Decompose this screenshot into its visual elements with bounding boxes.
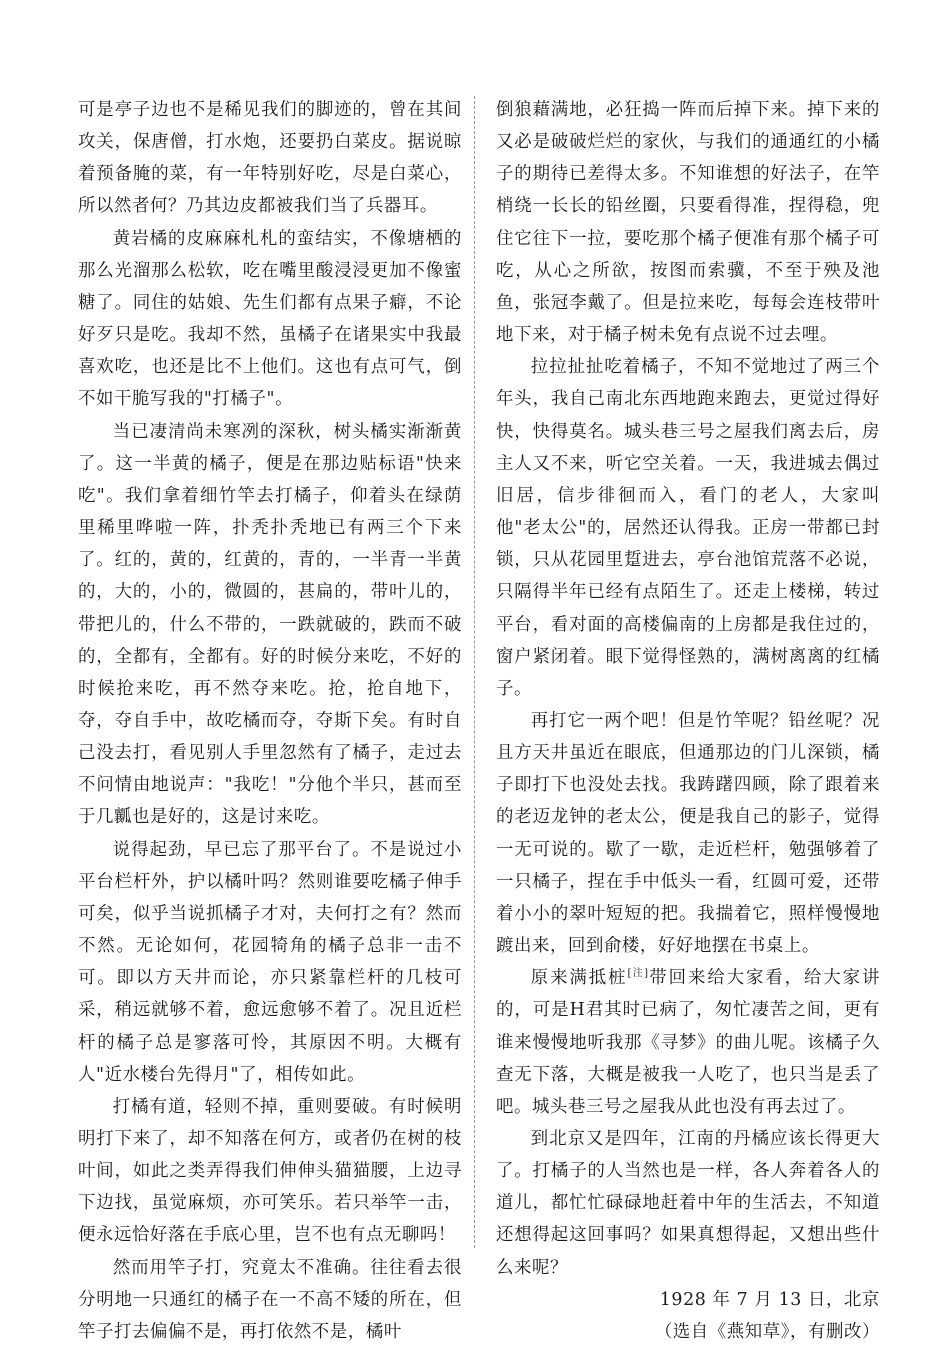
paragraph: 再打它一两个吧！但是竹竿呢？铅丝呢？况且方天井虽近在眼底，但通那边的门儿深锁，橘子即打下也没处去找。我踌躇四顾，除了跟着来的老迈龙钟的老太公，便是我自己的影子，觉得一无可说的。歇了一歇，走近栏杆，勉强够着了一只橘子，捏在手中低头一看，红圆可爱，还带着小小的翠叶短短的把。我揣着它，照样慢慢地踱出来，回到俞楼，好好地摆在书桌上。 <box>496 710 880 957</box>
left-text-column <box>78 94 462 1348</box>
column-divider <box>474 96 475 1248</box>
paragraph: 倒狼藉满地，必狂捣一阵而后掉下来。掉下来的又必是破破烂烂的家伙，与我们的通通红的小橘子的期待已差得太多。不知谁想的好法子，在竿梢绕一长长的铅丝圈，只要看得准，捏得稳，兜住它往下一拉，要吃那个橘子便准有那个橘子可吃，从心之所欲，按图而索骥，不至于殃及池鱼，张冠李戴了。但是拉来吃，每每会连枝带叶地下来，对于橘子树未免有点说不过去哩。 <box>496 100 880 346</box>
paragraph-text: 带回来给大家看，给大家讲的，可是H君其时已病了，匆忙凄苦之间，更有谁来慢慢地听我那《寻梦》的曲儿呢。该橘子久查无下落，大概是被我一人吃了，也只当是丢了吧。城头巷三号之屋我从此也没有再去过了。 <box>496 968 880 1117</box>
paragraph: 黄岩橘的皮麻麻札札的蛮结实，不像塘栖的那么光溜那么松软，吃在嘴里酸浸浸更加不像蜜糖了。同住的姑娘、先生们都有点果子癖，不论好歹只是吃。我却不然，虽橘子在诸果实中我最喜欢吃，也还是比不上他们。这也有点可气，倒不如干脆写我的"打橘子"。 <box>78 228 462 410</box>
paragraph: 打橘有道，轻则不掉，重则要破。有时候明明打下来了，却不知落在何方，或者仍在树的枝叶间，如此之类弄得我们伸伸头猫猫腰，上边寻下边找，虽觉麻烦，亦可笑乐。若只举竿一击，便永远恰好落在手底心里，岂不也有点无聊吗！ <box>78 1096 462 1246</box>
paragraph: 然而用竿子打，究竟太不准确。往往看去很分明地一只通红的橘子在一不高不矮的所在，但竿子打去偏偏不是，再打依然不是，橘叶 <box>78 1257 462 1342</box>
paragraph <box>496 962 880 1123</box>
right-text-column <box>496 94 880 1348</box>
paragraph: 可是亭子边也不是稀见我们的脚迹的，曾在其间攻关，保唐僧，打水炮，还要扔白菜皮。据说晾着预备腌的菜，有一年特别好吃，尽是白菜心，所以然者何？乃其边皮都被我们当了兵器耳。 <box>78 100 462 217</box>
paragraph: 说得起劲，早已忘了那平台了。不是说过小平台栏杆外，护以橘叶吗？然则谁要吃橘子伸手可矣，似乎当说抓橘子才对，夫何打之有？然而不然。无论如何，花园犄角的橘子总非一击不可。即以方天井而论，亦只紧靠栏杆的几枝可采，稍远就够不着，愈远愈够不着了。况且近栏杆的橘子总是寥落可怜，其原因不明。大概有人"近水楼台先得月"了，相传如此。 <box>78 839 462 1085</box>
paragraph: 当已凄清尚未寒冽的深秋，树头橘实渐渐黄了。这一半黄的橘子，便是在那边贴标语"快来吃"。我们拿着细竹竿去打橘子，仰着头在绿荫里稀里哗啦一阵，扑秃扑秃地已有两三个下来了。红的，黄的，红黄的，青的，一半青一半黄的，大的，小的，微圆的，甚扁的，带叶儿的，带把儿的，什么不带的，一跌就破的，跌而不破的，全都有，全都有。好的时候分来吃，不好的时候抢来吃，再不然夺来吃。抢，抢自地下，夺，夺自手中，故吃橘而夺，夺斯下矣。有时自己没去打，看见别人手里忽然有了橘子，走过去不问情由地说声："我吃！"分他个半只，甚而至于几瓤也是好的，这是讨来吃。 <box>78 421 462 828</box>
paragraph: 拉拉扯扯吃着橘子，不知不觉地过了两三个年头，我自己南北东西地跑来跑去，更觉过得好快，快得莫名。城头巷三号之屋我们离去后，房主人又不来，听它空关着。一天，我进城去偶过旧居，信步徘徊而入，看门的老人，大家叫他"老太公"的，居然还认得我。正房一带都已封锁，只从花园里踅进去，亭台池馆荒落不必说，只隔得半年已经有点陌生了。还走上楼梯，转过平台，看对面的高楼偏南的上房都是我住过的，窗户紧闭着。眼下觉得怪熟的，满树离离的红橘子。 <box>496 357 880 699</box>
paragraph-text: 原来满抵桩 <box>530 968 628 989</box>
paragraph: 到北京又是四年，江南的丹橘应该长得更大了。打橘子的人当然也是一样，各人奔着各人的道儿，都忙忙碌碌地赶着中年的生活去，不知道还想得起这回事吗？如果真想得起，又想出些什么来呢？ <box>496 1129 880 1278</box>
source-note: （选自《燕知草》，有删改） <box>654 1321 880 1342</box>
date-line: 1928 年 7 月 13 日，北京 <box>659 1289 880 1310</box>
footnote-marker: [注] <box>627 968 648 980</box>
